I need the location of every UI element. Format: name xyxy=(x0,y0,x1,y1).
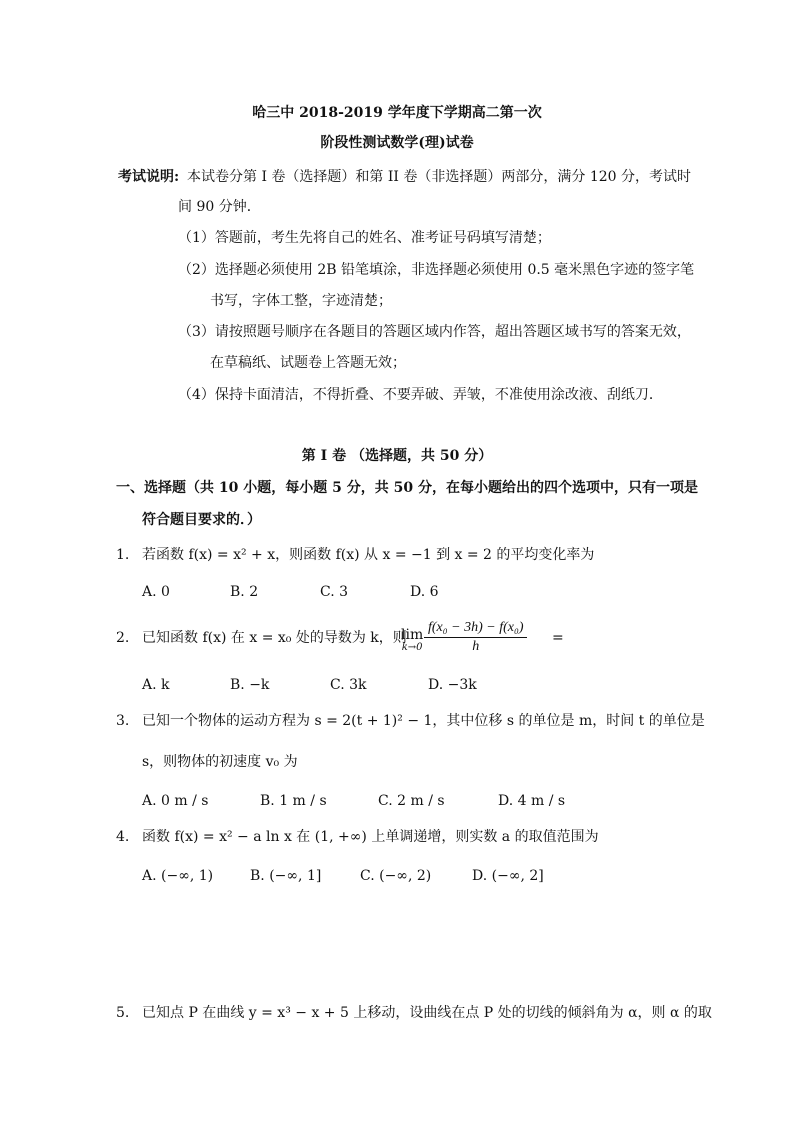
question-number: 2. xyxy=(116,630,130,646)
instructions-label: 考试说明: xyxy=(118,169,180,185)
instruction-item-3-line2: 在草稿纸、试题卷上答题无效； xyxy=(210,355,406,371)
question-3-option-b: B. 1 m / s xyxy=(260,793,327,809)
instruction-item-4: （4）保持卡面清洁，不得折叠、不要弄破、弄皱，不准使用涂改液、刮纸刀． xyxy=(178,387,663,403)
question-4-option-a: A. (−∞, 1) xyxy=(142,868,214,884)
instruction-item-2-line1: （2）选择题必须使用 2B 铅笔填涂，非选择题必须使用 0.5 毫米黑色字迹的签字笔 xyxy=(178,262,695,278)
question-1-text: 若函数 f(x) = x² + x，则函数 f(x) 从 x = −1 到 x = 2 的平均变化率为 xyxy=(142,547,595,563)
question-3-text-line1: 已知一个物体的运动方程为 s = 2(t + 1)² − 1，其中位移 s 的单位是 m，时间 t 的单位是 xyxy=(142,713,705,729)
question-1-option-b: B. 2 xyxy=(230,584,259,600)
question-2-text: 已知函数 f(x) 在 x = x₀ 处的导数为 k，则 xyxy=(142,630,407,646)
question-1-option-c: C. 3 xyxy=(320,584,349,600)
question-5-text: 已知点 P 在曲线 y = x³ − x + 5 上移动，设曲线在点 P 处的切线的倾斜角为 α，则 α 的取 xyxy=(142,1005,712,1021)
question-2-equals: = xyxy=(552,630,564,646)
question-2-fraction xyxy=(424,620,527,655)
question-4-option-c: C. (−∞, 2) xyxy=(360,868,432,884)
question-3-option-a: A. 0 m / s xyxy=(142,793,209,809)
instruction-item-3-line1: （3）请按照题号顺序在各题目的答题区域内作答，超出答题区域书写的答案无效， xyxy=(178,324,691,340)
limit-operator xyxy=(401,627,423,653)
exam-title-line1: 哈三中 2018-2019 学年度下学期高二第一次 xyxy=(252,105,542,121)
question-2-option-a: A. k xyxy=(142,677,170,693)
question-number: 3. xyxy=(116,713,130,729)
limit-word: lim xyxy=(401,627,424,643)
question-3-option-d: D. 4 m / s xyxy=(498,793,566,809)
question-3-option-c: C. 2 m / s xyxy=(378,793,445,809)
question-number: 1. xyxy=(116,547,130,563)
question-3-text-line2: s，则物体的初速度 v₀ 为 xyxy=(142,754,298,770)
section-description-line2: 符合题目要求的．） xyxy=(142,512,261,528)
instruction-item-2-line2: 书写，字体工整，字迹清楚； xyxy=(210,293,392,309)
question-number: 5. xyxy=(116,1005,130,1021)
exam-title-line2: 阶段性测试数学(理)试卷 xyxy=(320,135,474,151)
question-1-option-a: A. 0 xyxy=(142,584,170,600)
limit-subscript: k→0 xyxy=(401,642,423,653)
instructions-intro-line1: 本试卷分第 I 卷（选择题）和第 II 卷（非选择题）两部分，满分 120 分，考试时 xyxy=(187,169,692,185)
question-2-option-c: C. 3k xyxy=(330,677,367,693)
instructions-intro-line2: 间 90 分钟． xyxy=(178,199,261,215)
question-2-option-b: B. −k xyxy=(230,677,270,693)
question-number: 4. xyxy=(116,829,130,845)
section-heading: 第 I 卷 （选择题，共 50 分） xyxy=(301,448,493,464)
question-4-option-d: D. (−∞, 2] xyxy=(472,868,544,884)
question-1-option-d: D. 6 xyxy=(410,584,439,600)
question-2-option-d: D. −3k xyxy=(428,677,477,693)
fraction-numerator: f(x₀ − 3h) − f(x₀) xyxy=(424,620,527,638)
section-description-line1: 一、选择题（共 10 小题，每小题 5 分，共 50 分，在每小题给出的四个选项中，只有一项是 xyxy=(116,480,698,496)
fraction-denominator: h xyxy=(472,639,480,654)
question-4-option-b: B. (−∞, 1] xyxy=(250,868,322,884)
instruction-item-1: （1）答题前，考生先将自己的姓名、准考证号码填写清楚； xyxy=(178,230,551,246)
question-4-text: 函数 f(x) = x² − a ln x 在 (1, +∞) 上单调递增，则实数 a 的取值范围为 xyxy=(142,829,599,845)
